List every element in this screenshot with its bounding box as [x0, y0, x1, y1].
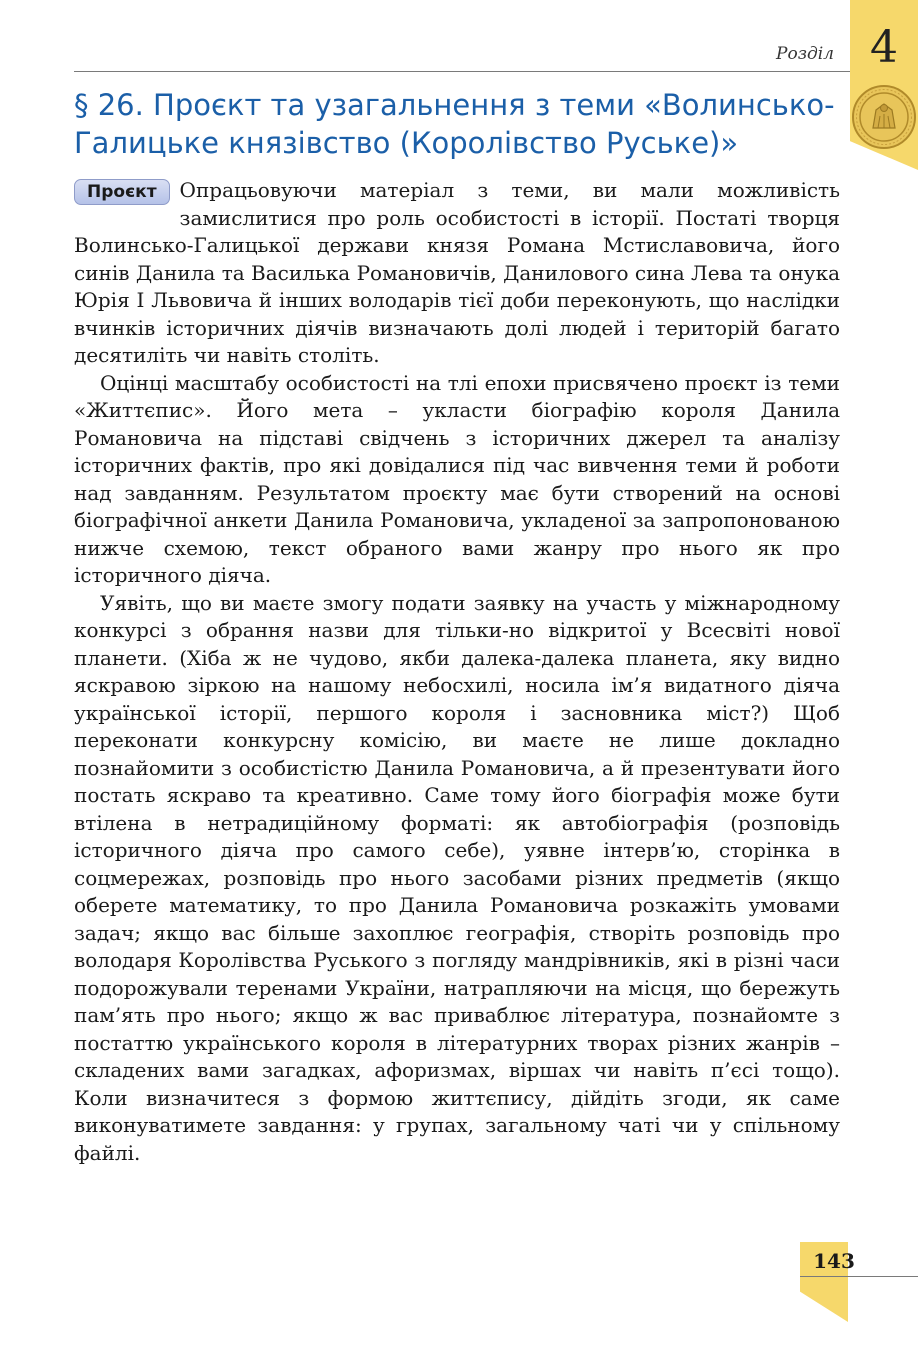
paragraph: Уявіть, що ви маєте змогу подати заявку на участь у міжнародному конкурсі з обрання назви для тільки-но відкритої у Всесвіті нової планети. (Хіба ж не чудово, якби далека-далека планета, яку видно яскравою зіркою на нашому небосхилі, носила ім’я видатного діяча української історії, першого короля і засновника міст?) Щоб переконати конкурсну комісію, ви маєте не лише докладно познайомити з особистістю Данила Романовича, а й презентувати його постать яскраво та креативно. Саме тому його біографія може бути втілена в нетрадиційному форматі: як автобіографія (розповідь історичного діяча про самого себе), уявне інтерв’ю, сторінка в соцмережах, розповідь про нього засобами різних предметів (якщо оберете математику, то про Данила Романовича розкажіть умовами задач; якщо вас більше захоплює географія, створіть розповідь про володаря Королівства Руського з погляду мандрівників, які в різні часи подорожували теренами України, натрапляючи на місця, що бережуть пам’ять про нього; якщо ж вас приваблює література, познайомте з постаттю українського короля в літературних творах різних жанрів – складених вами загадках, афоризмах, віршах чи навіть п’єсі тощо). Коли визначитеся з формою життєпису, дійдіть згоди, як саме виконуватимете завдання: у групах, загальному чаті чи у спільному файлі. [74, 590, 840, 1165]
footer-rule [800, 1276, 918, 1277]
paragraph: Оцінці масштабу особистості на тлі епохи присвячено проєкт із теми «Життєпис». Його мета – укласти біографію короля Данила Романовича на підставі свідчень з історичних джерел та аналізу історичних фактів, про які довідалися під час вивчення теми й роботи над завданням. Результатом проєкту має бути створений на основі біографічної анкети Данила Романовича, укладеної за запропонованою нижче схемою, текст обраного вами жанру про нього як про історичного діяча. [74, 370, 840, 587]
section-label: Розділ [776, 44, 834, 64]
text-body [74, 177, 840, 1167]
header-rule [74, 71, 850, 72]
paragraph: Опрацьовуючи матеріал з теми, ви мали можливість замислитися про роль особистості в історії. Постаті творця Волинсько-Галицької держави князя Романа Мстиславовича, його синів Данила та Василька Романовичів, Данилового сина Лева та онука Юрія І Львовича й інших володарів тієї доби переконують, що наслідки вчинків історичних діячів визначають долі людей і територій багато десятиліть чи навіть століть. [74, 178, 840, 367]
royal-seal-icon [851, 84, 917, 150]
page-title: § 26. Проєкт та узагальнення з теми «Волинсько-Галицьке князівство (Королівство Руське)» [74, 88, 835, 160]
project-badge: Проєкт [74, 179, 170, 205]
chapter-number: 4 [870, 22, 898, 73]
page-number: 143 [813, 1249, 855, 1273]
